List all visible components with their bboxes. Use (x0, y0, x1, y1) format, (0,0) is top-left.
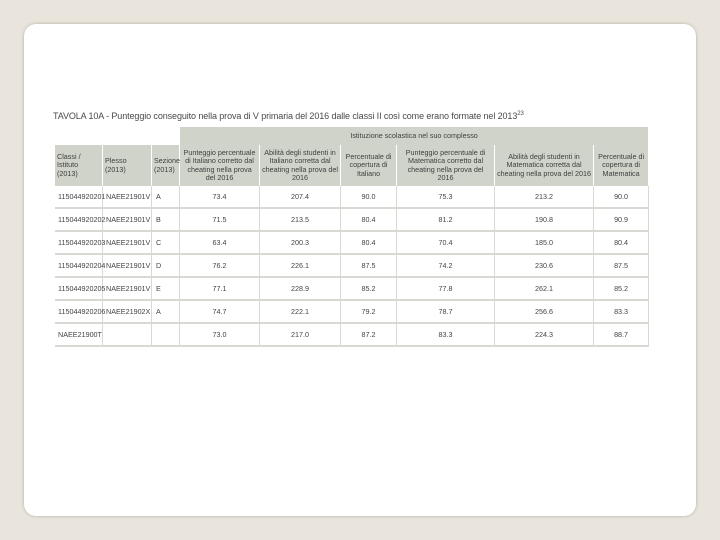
table-cell: 90.9 (594, 209, 649, 232)
table-row (55, 186, 649, 209)
column-header-row (55, 145, 649, 186)
table-cell: A (152, 301, 180, 324)
table-cell: 74.7 (180, 301, 260, 324)
table-cell: 115044920206 (55, 301, 103, 324)
column-header: Abilità degli studenti in Italiano corretta dal cheating nella prova del 2016 (260, 145, 341, 186)
table-cell: 87.5 (341, 255, 397, 278)
table-cell: NAEE21901V (103, 278, 152, 301)
column-header: Abilità degli studenti in Matematica corretta dal cheating nella prova del 2016 (495, 145, 594, 186)
table-cell: 78.7 (397, 301, 495, 324)
table-cell: E (152, 278, 180, 301)
table-cell: 77.8 (397, 278, 495, 301)
table-cell: 213.5 (260, 209, 341, 232)
table-cell: 80.4 (594, 232, 649, 255)
table-cell: C (152, 232, 180, 255)
column-header: Plesso (2013) (103, 145, 152, 186)
table-cell: 87.2 (341, 324, 397, 347)
table-cell: 85.2 (594, 278, 649, 301)
table-cell: D (152, 255, 180, 278)
table-row (55, 232, 649, 255)
table-cell: 83.3 (594, 301, 649, 324)
table-cell: 190.8 (495, 209, 594, 232)
table-row (55, 278, 649, 301)
caption-footnote-ref: 23 (517, 111, 524, 117)
table-cell: 115044920201 (55, 186, 103, 209)
table-cell: 90.0 (594, 186, 649, 209)
table-cell: 63.4 (180, 232, 260, 255)
table-cell: 262.1 (495, 278, 594, 301)
table-cell: 115044920204 (55, 255, 103, 278)
table-cell: 90.0 (341, 186, 397, 209)
caption-text: TAVOLA 10A - Punteggio conseguito nella prova di V primaria del 2016 dalle classi II così come erano formate nel 2013 (53, 111, 518, 121)
column-header: Percentuale di copertura di Italiano (341, 145, 397, 186)
table-cell: 88.7 (594, 324, 649, 347)
table-cell: 80.4 (341, 232, 397, 255)
table-cell: 85.2 (341, 278, 397, 301)
table-row (55, 324, 649, 347)
table-cell: B (152, 209, 180, 232)
group-header: Istituzione scolastica nel suo complesso (180, 127, 649, 145)
table-cell: A (152, 186, 180, 209)
table-cell: 74.2 (397, 255, 495, 278)
table-cell: NAEE21901V (103, 255, 152, 278)
column-header: Percentuale di copertura di Matematica (594, 145, 649, 186)
table-cell: 70.4 (397, 232, 495, 255)
group-header-row (55, 127, 649, 145)
table-cell: 80.4 (341, 209, 397, 232)
table-cell (152, 324, 180, 347)
group-header-spacer (55, 127, 180, 145)
table-cell: NAEE21901V (103, 186, 152, 209)
column-header: Punteggio percentuale di Italiano corretto dal cheating nella prova del 2016 (180, 145, 260, 186)
column-header: Classi / Istituto (2013) (55, 145, 103, 186)
table-cell (103, 324, 152, 347)
table-cell: 73.4 (180, 186, 260, 209)
table-cell: NAEE21901V (103, 209, 152, 232)
table-row (55, 209, 649, 232)
table-cell: 77.1 (180, 278, 260, 301)
table-cell: 115044920205 (55, 278, 103, 301)
table-cell: NAEE21902X (103, 301, 152, 324)
table-cell: 115044920202 (55, 209, 103, 232)
column-header: Sezione (2013) (152, 145, 180, 186)
table-cell: 87.5 (594, 255, 649, 278)
table-cell: 75.3 (397, 186, 495, 209)
table-cell: 222.1 (260, 301, 341, 324)
table-cell: 83.3 (397, 324, 495, 347)
table-cell: 115044920203 (55, 232, 103, 255)
table-cell: 73.0 (180, 324, 260, 347)
table-cell: NAEE21900T (55, 324, 103, 347)
table-cell: 217.0 (260, 324, 341, 347)
table-cell: 213.2 (495, 186, 594, 209)
table-cell: 228.9 (260, 278, 341, 301)
table-row (55, 301, 649, 324)
table-cell: 79.2 (341, 301, 397, 324)
table-cell: NAEE21901V (103, 232, 152, 255)
table-cell: 207.4 (260, 186, 341, 209)
table-caption (53, 111, 524, 121)
table-cell: 81.2 (397, 209, 495, 232)
table-cell: 256.6 (495, 301, 594, 324)
table-cell: 71.5 (180, 209, 260, 232)
column-header: Punteggio percentuale di Matematica corretto dal cheating nella prova del 2016 (397, 145, 495, 186)
table-body (55, 186, 649, 347)
results-table (55, 127, 649, 347)
table-row (55, 255, 649, 278)
table-cell: 230.6 (495, 255, 594, 278)
table-cell: 200.3 (260, 232, 341, 255)
table-cell: 76.2 (180, 255, 260, 278)
table-cell: 226.1 (260, 255, 341, 278)
table-cell: 185.0 (495, 232, 594, 255)
table-cell: 224.3 (495, 324, 594, 347)
